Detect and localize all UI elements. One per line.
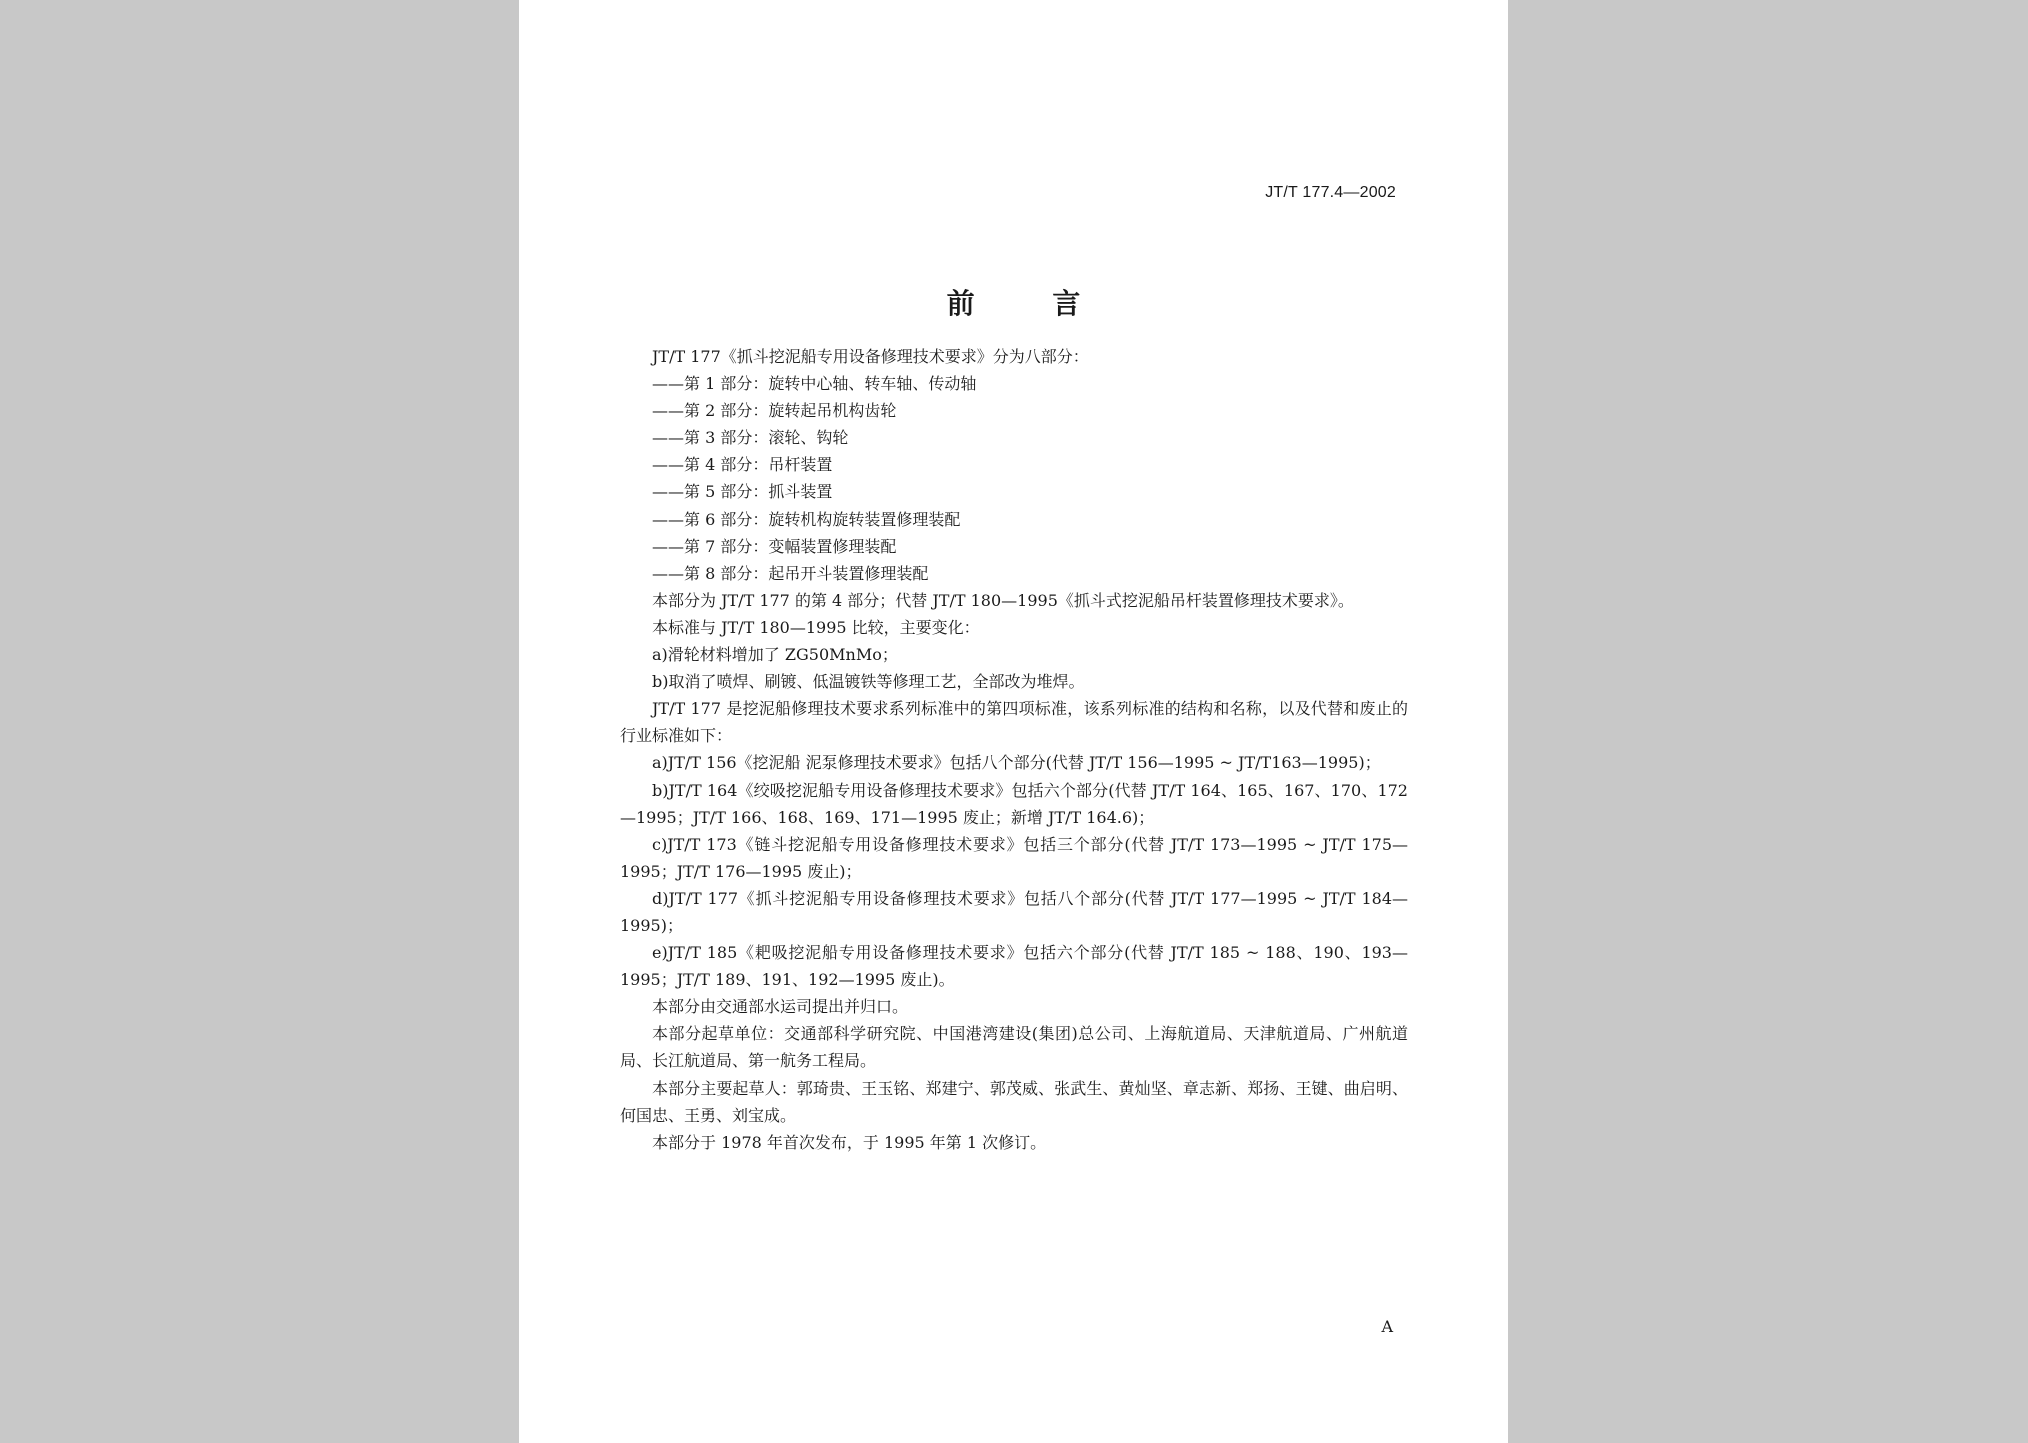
foreword-body [620,343,1408,1156]
paragraph-proposer: 本部分由交通部水运司提出并归口。 [652,997,909,1017]
list-item-change-a: a)滑轮材料增加了 ZG50MnMo； [652,645,898,665]
list-item-series-d: d)JT/T 177《抓斗挖泥船专用设备修理技术要求》包括八个部分(代替 JT/T 177—1995 ~ JT/T 184—1995)； [620,888,1408,935]
paragraph-intro: JT/T 177《抓斗挖泥船专用设备修理技术要求》分为八部分： [652,347,1089,366]
list-item-series-a: a)JT/T 156《挖泥船 泥泵修理技术要求》包括八个部分(代替 JT/T 156—1995 ~ JT/T163—1995)； [652,753,1381,773]
list-item-change-b: b)取消了喷焊、刷镀、低温镀铁等修理工艺，全部改为堆焊。 [652,672,1085,692]
list-item-part-7: ——第 7 部分：变幅装置修理装配 [652,536,897,556]
standard-code: JT/T 177.4—2002 [1265,184,1396,201]
list-item-part-2: ——第 2 部分：旋转起吊机构齿轮 [652,401,897,421]
list-item-part-5: ——第 5 部分：抓斗装置 [652,482,833,502]
list-item-series-e: e)JT/T 185《耙吸挖泥船专用设备修理技术要求》包括六个部分(代替 JT/T 185 ~ 188、190、193—1995；JT/T 189、191、192—1995 废止)。 [620,943,1408,990]
paragraph-drafting-units: 本部分起草单位：交通部科学研究院、中国港湾建设(集团)总公司、上海航道局、天津航道局、广州航道局、长江航道局、第一航务工程局。 [620,1024,1408,1071]
paragraph-drafters: 本部分主要起草人：郭琦贵、王玉铭、郑建宁、郭茂威、张武生、黄灿坚、章志新、郑扬、王键、曲启明、何国忠、王勇、刘宝成。 [620,1078,1408,1125]
list-item-part-3: ——第 3 部分：滚轮、钩轮 [652,428,849,448]
paragraph-changes: 本标准与 JT/T 180—1995 比较，主要变化： [652,617,980,637]
list-item-series-b: b)JT/T 164《绞吸挖泥船专用设备修理技术要求》包括六个部分(代替 JT/T 164、165、167、170、172—1995；JT/T 166、168、169、171—1995 废止；新增 JT/T 164.6)； [620,780,1408,827]
page-number: A [1381,1317,1393,1336]
list-item-part-8: ——第 8 部分：起吊开斗装置修理装配 [652,563,929,583]
list-item-part-6: ——第 6 部分：旋转机构旋转装置修理装配 [652,509,961,529]
document-page [519,0,1508,1443]
paragraph-replaces: 本部分为 JT/T 177 的第 4 部分；代替 JT/T 180—1995《抓斗式挖泥船吊杆装置修理技术要求》。 [652,590,1354,610]
paragraph-history: 本部分于 1978 年首次发布，于 1995 年第 1 次修订。 [652,1132,1047,1152]
list-item-part-1: ——第 1 部分：旋转中心轴、转车轴、传动轴 [652,374,977,394]
list-item-series-c: c)JT/T 173《链斗挖泥船专用设备修理技术要求》包括三个部分(代替 JT/T 173—1995 ~ JT/T 175—1995；JT/T 176—1995 废止)； [620,834,1408,881]
page-title: 前 言 [946,287,1115,320]
paragraph-series: JT/T 177 是挖泥船修理技术要求系列标准中的第四项标准，该系列标准的结构和名称，以及代替和废止的行业标准如下： [620,699,1408,746]
list-item-part-4: ——第 4 部分：吊杆装置 [652,455,833,475]
